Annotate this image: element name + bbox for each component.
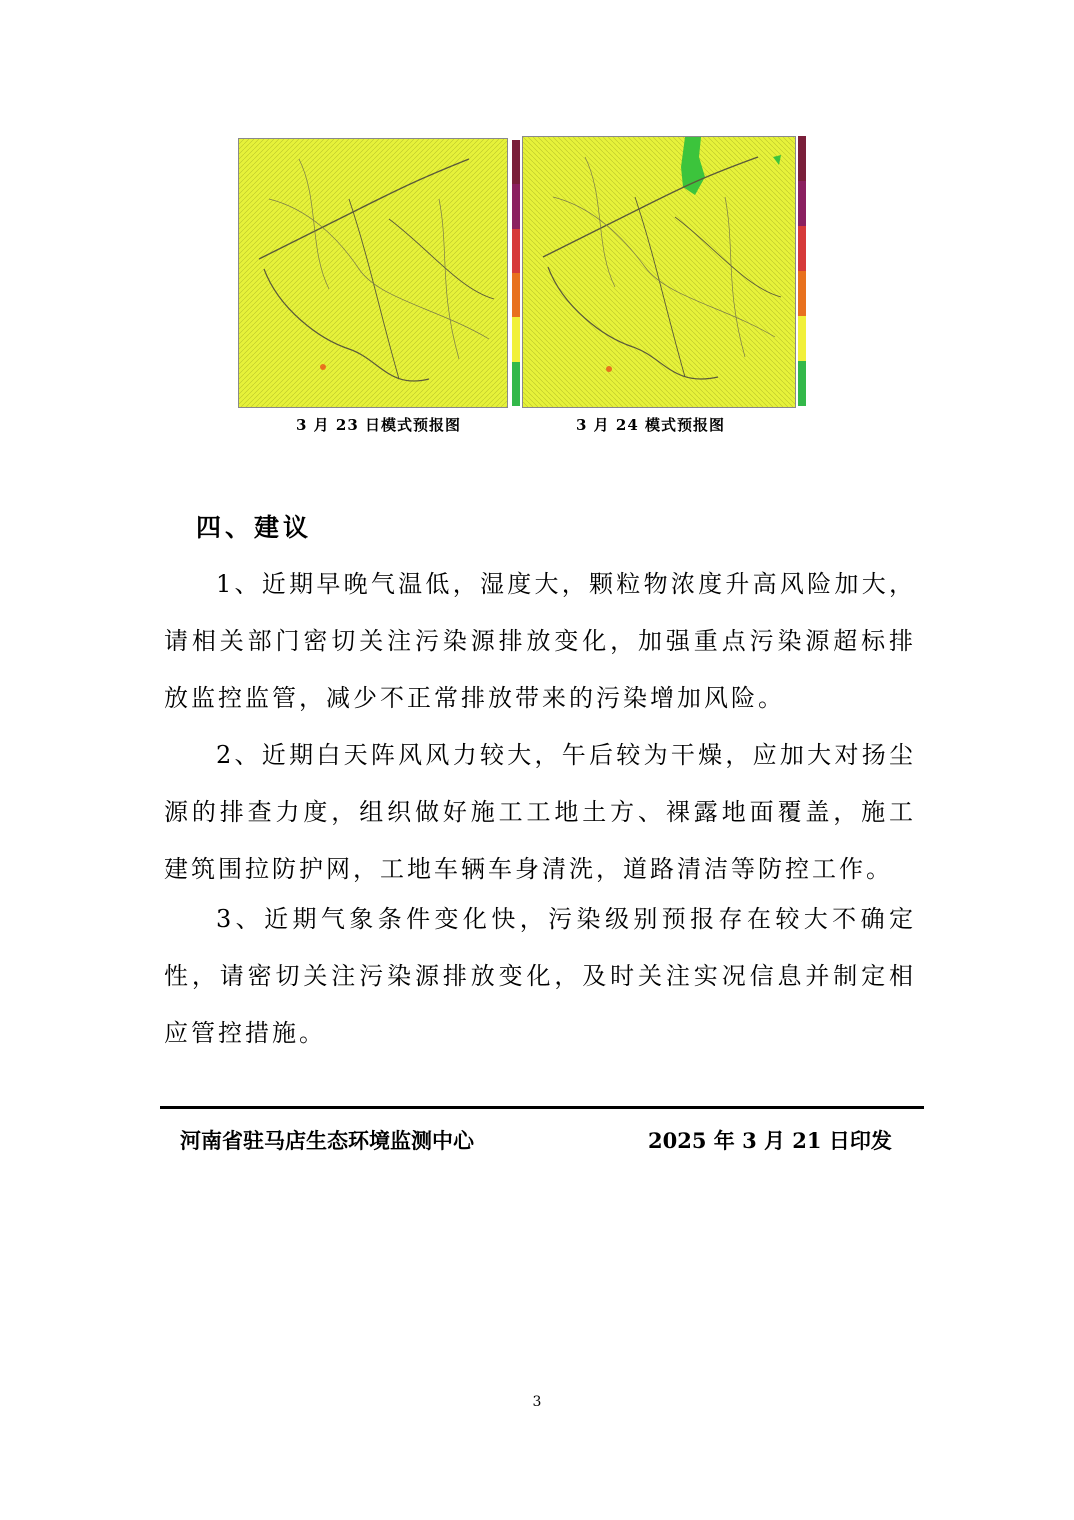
- legend-segment: [798, 226, 806, 271]
- footer-divider: [160, 1106, 924, 1109]
- legend-segment: [512, 229, 520, 273]
- figure-caption-2: 3 月 24 模式预报图: [576, 416, 725, 434]
- legend-segment: [798, 271, 806, 316]
- suggestion-paragraph-1: 1、近期早晚气温低，湿度大，颗粒物浓度升高风险加大，请相关部门密切关注污染源排放变化，加强重点污染源超标排放监控监管，减少不正常排放带来的污染增加风险。: [164, 570, 916, 712]
- legend-segment: [512, 317, 520, 361]
- page-number: 3: [532, 1394, 542, 1410]
- section-heading: 四、建议: [196, 513, 313, 542]
- color-legend-bar-1: [512, 140, 520, 406]
- legend-segment: [512, 273, 520, 317]
- forecast-map-mar23: [238, 138, 508, 408]
- legend-segment: [798, 136, 806, 181]
- legend-segment: [512, 140, 520, 184]
- legend-segment: [798, 181, 806, 226]
- forecast-map-icon: [523, 137, 795, 407]
- figure-caption-1: 3 月 23 日模式预报图: [296, 416, 461, 434]
- forecast-map-mar24: [522, 136, 796, 408]
- issue-date: 2025 年 3 月 21 日印发: [648, 1128, 892, 1153]
- legend-segment: [512, 362, 520, 406]
- forecast-map-icon: [239, 139, 507, 407]
- legend-segment: [798, 361, 806, 406]
- suggestion-paragraph-3: 3、近期气象条件变化快，污染级别预报存在较大不确定性，请密切关注污染源排放变化，及时关注实况信息并制定相应管控措施。: [164, 905, 916, 1047]
- suggestion-paragraph-2: 2、近期白天阵风风力较大，午后较为干燥，应加大对扬尘源的排查力度，组织做好施工工地土方、裸露地面覆盖，施工建筑围拉防护网，工地车辆车身清洗，道路清洁等防控工作。: [164, 741, 916, 883]
- legend-segment: [512, 184, 520, 228]
- color-legend-bar-2: [798, 136, 806, 406]
- legend-segment: [798, 316, 806, 361]
- issuing-organization: 河南省驻马店生态环境监测中心: [180, 1128, 474, 1153]
